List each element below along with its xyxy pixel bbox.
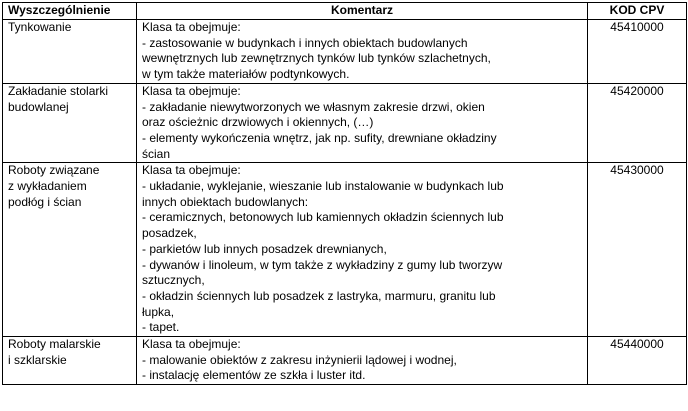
row-name-line: i szklarskie: [8, 352, 67, 367]
comment-line: posadzek,: [142, 226, 197, 241]
row-cpv-code: 45440000: [588, 337, 687, 385]
header-kod-cpv: KOD CPV: [588, 3, 687, 20]
comment-line: - tapet.: [142, 320, 180, 335]
row-comment-cell: [137, 337, 588, 385]
comment-line: - zakładanie niewytworzonych we własnym zakresie drzwi, okien: [142, 99, 485, 114]
row-name-line: Tynkowanie: [8, 20, 72, 34]
comment-line: - instalację elementów ze szkła i luster itd.: [142, 368, 366, 383]
comment-line: - układanie, wyklejanie, wieszanie lub instalowanie w budynkach lub: [142, 179, 504, 194]
comment-line: ścian: [142, 146, 171, 161]
comment-line: - zastosowanie w budynkach i innych obiektach budowlanych: [142, 35, 468, 50]
row-name-line: budowlanej: [8, 99, 69, 114]
row-name-cell: [3, 337, 137, 385]
table-row: [3, 163, 687, 337]
comment-line: - ceramicznych, betonowych lub kamiennych okładzin ściennych lub: [142, 210, 504, 225]
comment-line: innych obiektach budowlanych:: [142, 194, 309, 209]
row-name-line: Zakładanie stolarki: [8, 83, 109, 98]
header-komentarz: Komentarz: [137, 3, 588, 20]
comment-line: oraz ościeżnic drzwiowych i okiennych, (…): [142, 115, 374, 130]
row-comment-cell: [137, 83, 588, 163]
table-header-row: [3, 3, 687, 20]
comment-line: Klasa ta obejmuje:: [142, 83, 241, 98]
row-cpv-code: 45420000: [588, 83, 687, 163]
row-name-cell: [3, 83, 137, 163]
row-name-cell: [3, 163, 137, 337]
comment-line: - malowanie obiektów z zakresu inżynierii lądowej i wodnej,: [142, 352, 457, 367]
comment-line: w tym także materiałów podtynkowych.: [142, 67, 350, 82]
row-cpv-code: 45430000: [588, 163, 687, 337]
row-comment-cell: [137, 20, 588, 84]
table-row: [3, 83, 687, 163]
row-name-cell: [3, 20, 137, 84]
header-wyszczegolnienie: Wyszczególnienie: [3, 3, 137, 20]
comment-line: Klasa ta obejmuje:: [142, 337, 241, 352]
row-comment-cell: [137, 163, 588, 337]
comment-line: - okładzin ściennych lub posadzek z lastryka, marmuru, granitu lub: [142, 288, 496, 303]
cpv-table: [2, 2, 687, 385]
comment-line: sztucznych,: [142, 273, 205, 288]
table-row: [3, 20, 687, 84]
comment-line: łupka,: [142, 304, 175, 319]
comment-line: wewnętrznych lub zewnętrznych tynków lub tynków szlachetnych,: [142, 51, 491, 66]
row-cpv-code: 45410000: [588, 20, 687, 84]
row-name-line: podłóg i ścian: [8, 194, 82, 209]
comment-line: - dywanów i linoleum, w tym także z wykładziny z gumy lub tworzyw: [142, 257, 503, 272]
comment-line: Klasa ta obejmuje:: [142, 20, 241, 34]
row-name-line: Roboty malarskie: [8, 337, 101, 352]
table-row: [3, 337, 687, 385]
row-name-line: Roboty związane: [8, 163, 100, 178]
comment-line: - parkietów lub innych posadzek drewnianych,: [142, 241, 387, 256]
comment-line: - elementy wykończenia wnętrz, jak np. sufity, drewniane okładziny: [142, 130, 497, 145]
comment-line: Klasa ta obejmuje:: [142, 163, 241, 178]
row-name-line: z wykładaniem: [8, 179, 87, 194]
